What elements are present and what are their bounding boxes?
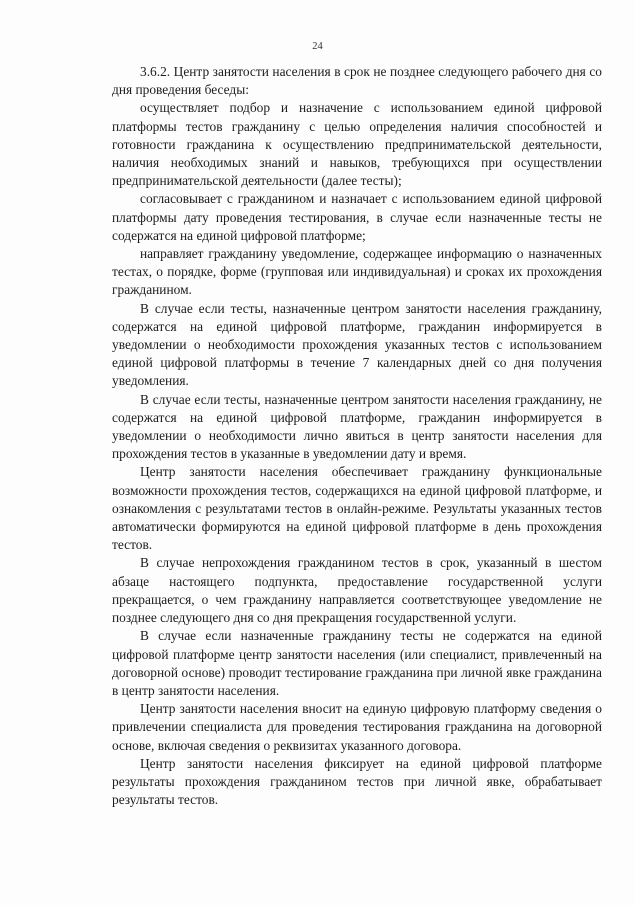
paragraph-online-testing: Центр занятости населения обеспечивает гражданину функциональные возможности прохождения тестов, содержащихся на единой цифровой платформе, и ознакомления с результатами тестов в онлайн-режиме. Результаты указанных тестов автоматически формируются на единой цифровой платформе в день прохождения тестов.	[112, 464, 602, 553]
paragraph-specialist-contract: Центр занятости населения вносит на единую цифровую платформу сведения о привлечении специалиста для проведения тестирования гражданина на договорной основе, включая сведения о реквизитах указанного договора.	[112, 701, 602, 753]
paragraph-in-person-testing: В случае если назначенные гражданину тесты не содержатся на единой цифровой платформе центр занятости населения (или специалист, привлеченный на договорной основе) проводит тестирование гражданина при личной явке гражданина в центр занятости населения.	[112, 628, 602, 698]
paragraph-results-recording: Центр занятости населения фиксирует на единой цифровой платформе результаты прохождения гражданином тестов при личной явке, обрабатывает результаты тестов.	[112, 755, 602, 808]
paragraph-test-date-agreement: согласовывает с гражданином и назначает с использованием единой цифровой платформы дату проведения тестирования, в случае если назначенные тесты не содержатся на единой цифровой платформе;	[112, 191, 602, 243]
page-number: 24	[312, 41, 323, 52]
body-text	[112, 63, 602, 809]
paragraph-tests-on-platform: В случае если тесты, назначенные центром занятости населения гражданину, содержатся на единой цифровой платформе, гражданин информируется в уведомлении о необходимости прохождения указанных тестов с использованием единой цифровой платформы в течение 7 календарных дней со дня получения уведомления.	[112, 300, 602, 389]
paragraph-test-selection: осуществляет подбор и назначение с использованием единой цифровой платформы тестов гражданину с целью определения наличия способностей и готовности гражданина к осуществлению предпринимательской деятельности, наличия необходимых знаний и навыков, требующихся при осуществлении предпринимательской деятельности (далее тесты);	[112, 100, 602, 189]
paragraph-3-6-2-intro: 3.6.2. Центр занятости населения в срок не позднее следующего рабочего дня со дня проведения беседы:	[112, 64, 602, 98]
paragraph-notification: направляет гражданину уведомление, содержащее информацию о назначенных тестах, о порядке, форме (групповая или индивидуальная) и сроках их прохождения гражданином.	[112, 246, 602, 298]
paragraph-tests-not-on-platform: В случае если тесты, назначенные центром занятости населения гражданину, не содержатся на единой цифровой платформе, гражданин информируется в уведомлении о необходимости лично явиться в центр занятости населения для прохождения тестов в указанные в уведомлении дату и время.	[112, 391, 602, 462]
paragraph-service-termination: В случае непрохождения гражданином тестов в срок, указанный в шестом абзаце настоящего подпункта, предоставление государственной услуги прекращается, о чем гражданину направляется соответствующее уведомление не позднее следующего дня со дня прекращения государственной услуги.	[112, 555, 602, 626]
